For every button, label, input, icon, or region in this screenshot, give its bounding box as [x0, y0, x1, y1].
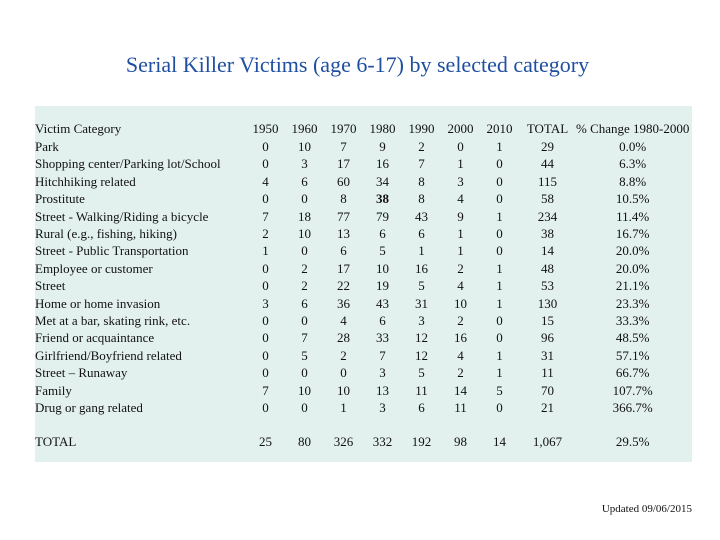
row-value-cell: 0 [496, 243, 503, 259]
row-value-cell: 12 [415, 347, 428, 363]
row-value-cell: 0 [496, 226, 503, 242]
row-value-cell: 1 [340, 400, 347, 416]
row-value-cell: 0 [301, 400, 308, 416]
total-cell: 332 [372, 433, 393, 449]
table-row [35, 364, 689, 381]
table-row [35, 208, 689, 225]
row-value-cell: 36 [337, 295, 350, 311]
column-header: 2010 [486, 121, 513, 137]
table-row [35, 329, 689, 346]
column-header: 1990 [408, 121, 435, 137]
total-label: TOTAL [35, 433, 77, 449]
row-category-cell: Rural (e.g., fishing, hiking) [35, 226, 177, 242]
row-value-cell: 38 [376, 191, 389, 207]
row-value-cell: 44 [541, 156, 554, 172]
row-category-cell: Street - Public Transportation [35, 243, 189, 259]
row-value-cell: 31 [415, 295, 428, 311]
row-value-cell: 0 [262, 139, 269, 154]
row-value-cell: 4 [340, 313, 347, 329]
row-category-cell: Shopping center/Parking lot/School [35, 156, 221, 172]
row-value-cell: 3 [301, 156, 308, 172]
row-value-cell: 5 [496, 382, 503, 398]
row-value-cell: 13 [337, 226, 350, 242]
row-value-cell: 3 [379, 365, 386, 381]
row-value-cell: 9 [379, 139, 386, 154]
row-value-cell: 5 [379, 243, 386, 259]
row-value-cell: 7 [418, 156, 425, 172]
row-value-cell: 107.7% [612, 382, 653, 398]
row-value-cell: 0 [496, 400, 503, 416]
row-value-cell: 2 [457, 365, 464, 381]
total-row [35, 433, 689, 451]
row-value-cell: 2 [340, 347, 347, 363]
table-row [35, 312, 689, 329]
row-value-cell: 43 [415, 208, 428, 224]
row-category-cell: Drug or gang related [35, 400, 143, 416]
row-value-cell: 11 [415, 382, 428, 398]
row-value-cell: 23.3% [615, 295, 650, 311]
row-value-cell: 4 [262, 173, 269, 189]
row-value-cell: 2 [301, 260, 308, 276]
table-row [35, 225, 689, 242]
total-cell: 326 [333, 433, 354, 449]
table-row [35, 347, 689, 364]
row-value-cell: 234 [537, 208, 558, 224]
row-value-cell: 58 [541, 191, 554, 207]
row-value-cell: 28 [337, 330, 350, 346]
row-value-cell: 20.0% [615, 243, 650, 259]
row-value-cell: 3 [457, 173, 464, 189]
row-value-cell: 20.0% [615, 260, 650, 276]
row-value-cell: 34 [376, 173, 389, 189]
row-value-cell: 0 [340, 365, 347, 381]
row-value-cell: 7 [379, 347, 386, 363]
updated-date: Updated 09/06/2015 [601, 503, 692, 515]
column-header: 1970 [330, 121, 357, 137]
column-header: TOTAL [526, 121, 569, 137]
row-value-cell: 3 [379, 400, 386, 416]
table-row [35, 277, 689, 294]
row-value-cell: 1 [457, 156, 464, 172]
total-cell: 25 [259, 433, 272, 449]
row-value-cell: 16.7% [615, 226, 650, 242]
row-category-cell: Home or home invasion [35, 295, 161, 311]
row-category-cell: Friend or acquaintance [35, 330, 155, 346]
row-value-cell: 0 [262, 313, 269, 329]
row-value-cell: 19 [376, 278, 389, 294]
row-value-cell: 1 [496, 278, 503, 294]
row-category-cell: Girlfriend/Boyfriend related [35, 347, 182, 363]
column-header: 1950 [252, 121, 279, 137]
row-value-cell: 22 [337, 278, 350, 294]
row-value-cell: 115 [537, 173, 558, 189]
row-value-cell: 6.3% [619, 156, 647, 172]
row-value-cell: 7 [301, 330, 308, 346]
column-header: 1980 [369, 121, 396, 137]
row-value-cell: 7 [340, 139, 347, 154]
row-value-cell: 0 [496, 330, 503, 346]
row-value-cell: 33.3% [615, 313, 650, 329]
row-value-cell: 6 [379, 226, 386, 242]
column-header: 1960 [291, 121, 318, 137]
row-value-cell: 6 [301, 173, 308, 189]
row-value-cell: 1 [457, 226, 464, 242]
row-value-cell: 13 [376, 382, 389, 398]
row-value-cell: 8 [418, 191, 425, 207]
row-value-cell: 6 [418, 400, 425, 416]
row-category-cell: Family [35, 382, 72, 398]
row-value-cell: 3 [418, 313, 425, 329]
row-value-cell: 0 [496, 156, 503, 172]
row-value-cell: 5 [418, 365, 425, 381]
row-value-cell: 0 [457, 139, 464, 154]
row-category-cell: Street – Runaway [35, 365, 128, 381]
row-value-cell: 4 [457, 191, 464, 207]
row-value-cell: 11 [454, 400, 467, 416]
row-value-cell: 1 [418, 243, 425, 259]
row-value-cell: 43 [376, 295, 389, 311]
table-row [35, 138, 689, 155]
row-value-cell: 10 [298, 139, 311, 154]
row-category-cell: Hitchhiking related [35, 173, 136, 189]
row-value-cell: 53 [541, 278, 554, 294]
row-value-cell: 10 [298, 226, 311, 242]
total-cell: 98 [454, 433, 467, 449]
row-value-cell: 10 [298, 382, 311, 398]
table-row [35, 173, 689, 190]
row-value-cell: 0 [262, 278, 269, 294]
row-value-cell: 0 [301, 243, 308, 259]
row-value-cell: 33 [376, 330, 389, 346]
row-value-cell: 18 [298, 208, 311, 224]
row-value-cell: 1 [496, 260, 503, 276]
row-value-cell: 17 [337, 156, 350, 172]
row-value-cell: 0 [496, 191, 503, 207]
row-value-cell: 2 [262, 226, 269, 242]
table-row [35, 295, 689, 312]
row-value-cell: 16 [415, 260, 428, 276]
row-value-cell: 4 [457, 347, 464, 363]
column-header: % Change 1980-2000 [576, 121, 690, 137]
row-value-cell: 31 [541, 347, 554, 363]
row-value-cell: 14 [541, 243, 554, 259]
row-value-cell: 8.8% [619, 173, 647, 189]
row-value-cell: 17 [337, 260, 350, 276]
row-value-cell: 3 [262, 295, 269, 311]
row-value-cell: 1 [496, 365, 503, 381]
row-value-cell: 0 [262, 156, 269, 172]
row-value-cell: 1 [496, 139, 503, 154]
column-header: 2000 [447, 121, 474, 137]
row-value-cell: 11.4% [616, 208, 650, 224]
row-value-cell: 21 [541, 400, 554, 416]
row-category-cell: Park [35, 139, 59, 154]
row-value-cell: 70 [541, 382, 554, 398]
row-value-cell: 1 [496, 208, 503, 224]
row-value-cell: 60 [337, 173, 350, 189]
row-category-cell: Prostitute [35, 191, 85, 207]
row-value-cell: 21.1% [615, 278, 650, 294]
row-value-cell: 16 [376, 156, 389, 172]
total-cell: 192 [411, 433, 432, 449]
row-value-cell: 6 [418, 226, 425, 242]
total-cell: 29.5% [615, 433, 650, 449]
row-value-cell: 48.5% [615, 330, 650, 346]
row-value-cell: 5 [418, 278, 425, 294]
row-value-cell: 0 [262, 400, 269, 416]
page-title: Serial Killer Victims (age 6-17) by selected category [125, 52, 590, 77]
row-value-cell: 10 [337, 382, 350, 398]
row-value-cell: 57.1% [615, 347, 650, 363]
row-value-cell: 6 [340, 243, 347, 259]
row-value-cell: 77 [337, 208, 350, 224]
row-value-cell: 1 [496, 295, 503, 311]
row-value-cell: 5 [301, 347, 308, 363]
row-value-cell: 0 [262, 260, 269, 276]
table-row [35, 382, 689, 399]
row-value-cell: 0 [496, 173, 503, 189]
row-value-cell: 12 [415, 330, 428, 346]
row-value-cell: 79 [376, 208, 389, 224]
row-value-cell: 0 [262, 191, 269, 207]
row-value-cell: 0 [262, 330, 269, 346]
row-value-cell: 10.5% [615, 191, 650, 207]
table-body [35, 138, 689, 417]
row-value-cell: 0.0% [619, 139, 647, 154]
row-value-cell: 6 [379, 313, 386, 329]
total-cell: 1,067 [532, 433, 563, 449]
row-value-cell: 7 [262, 382, 269, 398]
table-row [35, 155, 689, 172]
total-cell: 14 [493, 433, 506, 449]
row-value-cell: 6 [301, 295, 308, 311]
row-category-cell: Street - Walking/Riding a bicycle [35, 208, 209, 224]
total-cell: 80 [298, 433, 311, 449]
row-value-cell: 8 [418, 173, 425, 189]
row-value-cell: 15 [541, 313, 554, 329]
row-value-cell: 9 [457, 208, 464, 224]
row-value-cell: 0 [301, 313, 308, 329]
spacer-row [35, 417, 689, 433]
row-value-cell: 7 [262, 208, 269, 224]
row-value-cell: 10 [376, 260, 389, 276]
table-row [35, 399, 689, 416]
row-value-cell: 4 [457, 278, 464, 294]
row-value-cell: 66.7% [615, 365, 650, 381]
row-value-cell: 0 [301, 191, 308, 207]
table-row [35, 190, 689, 207]
row-category-cell: Employee or customer [35, 260, 153, 276]
table-header-row [35, 120, 689, 138]
row-value-cell: 0 [262, 365, 269, 381]
row-value-cell: 1 [496, 347, 503, 363]
row-value-cell: 1 [457, 243, 464, 259]
row-value-cell: 48 [541, 260, 554, 276]
row-value-cell: 0 [262, 347, 269, 363]
row-value-cell: 0 [301, 365, 308, 381]
row-value-cell: 10 [454, 295, 467, 311]
row-value-cell: 130 [537, 295, 558, 311]
row-value-cell: 11 [541, 365, 554, 381]
row-value-cell: 14 [454, 382, 467, 398]
row-value-cell: 2 [457, 313, 464, 329]
column-header: Victim Category [35, 121, 122, 137]
table-row [35, 260, 689, 277]
row-value-cell: 16 [454, 330, 467, 346]
row-value-cell: 366.7% [612, 400, 653, 416]
row-value-cell: 0 [496, 313, 503, 329]
row-value-cell: 29 [541, 139, 554, 154]
row-category-cell: Met at a bar, skating rink, etc. [35, 313, 191, 329]
row-value-cell: 38 [541, 226, 554, 242]
row-value-cell: 2 [418, 139, 425, 154]
row-value-cell: 2 [457, 260, 464, 276]
table-row [35, 242, 689, 259]
row-category-cell: Street [35, 278, 66, 294]
victims-table [35, 120, 689, 451]
row-value-cell: 96 [541, 330, 554, 346]
row-value-cell: 8 [340, 191, 347, 207]
row-value-cell: 2 [301, 278, 308, 294]
row-value-cell: 1 [262, 243, 269, 259]
